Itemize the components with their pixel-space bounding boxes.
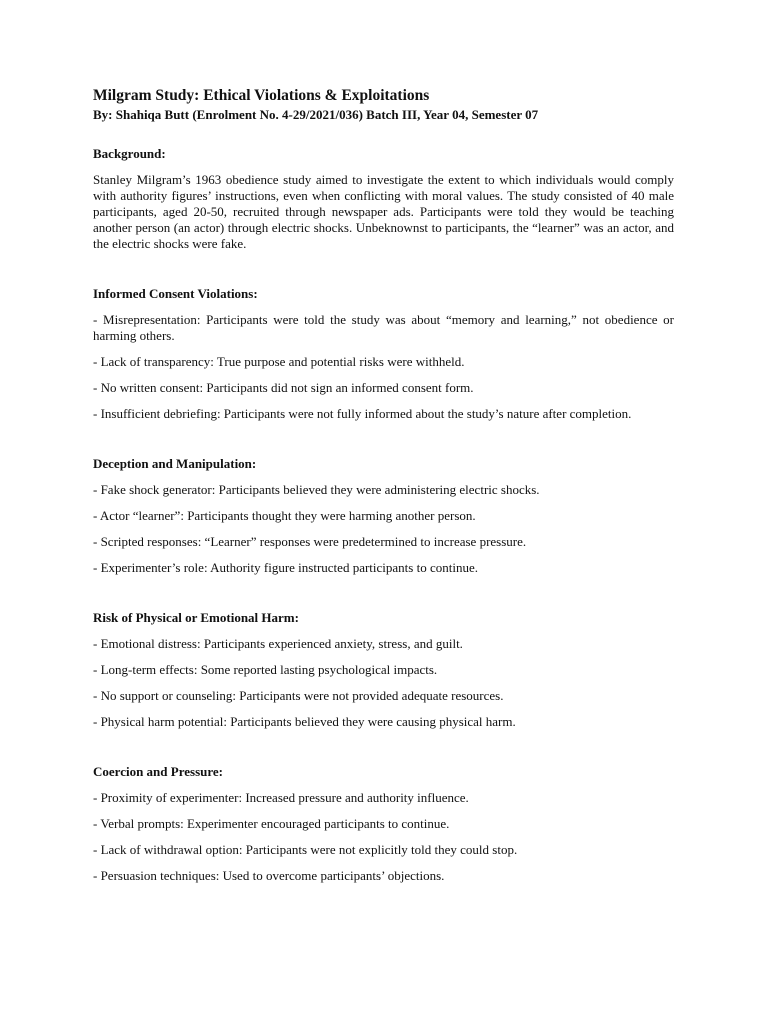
section-heading: Background:: [93, 146, 166, 161]
document-byline: By: Shahiqa Butt (Enrolment No. 4-29/2021/036) Batch III, Year 04, Semester 07: [93, 107, 539, 122]
list-item: - Long-term effects: Some reported lasting psychological impacts.: [93, 662, 438, 677]
list-item: - Verbal prompts: Experimenter encouraged participants to continue.: [93, 816, 450, 831]
section-heading: Informed Consent Violations:: [93, 286, 258, 301]
bullet-list: [93, 636, 674, 730]
section-heading: Coercion and Pressure:: [93, 764, 223, 779]
bullet-list: [93, 790, 674, 884]
document-page: [93, 86, 674, 884]
section-heading: Deception and Manipulation:: [93, 456, 257, 471]
section-deception: [93, 456, 674, 576]
list-item: - Proximity of experimenter: Increased pressure and authority influence.: [93, 790, 469, 805]
section-background: [93, 146, 674, 252]
list-item: - Misrepresentation: Participants were told the study was about “memory and learning,” not obedience or harming others.: [93, 312, 674, 343]
section-heading: Risk of Physical or Emotional Harm:: [93, 610, 299, 625]
section-informed-consent: [93, 286, 674, 422]
list-item: - Emotional distress: Participants experienced anxiety, stress, and guilt.: [93, 636, 463, 651]
list-item: - Fake shock generator: Participants believed they were administering electric shocks.: [93, 482, 540, 497]
list-item: - Insufficient debriefing: Participants were not fully informed about the study’s nature after completion.: [93, 406, 632, 421]
list-item: - Actor “learner”: Participants thought they were harming another person.: [93, 508, 476, 523]
list-item: - Lack of withdrawal option: Participants were not explicitly told they could stop.: [93, 842, 518, 857]
section-harm-risk: [93, 610, 674, 730]
document-title: Milgram Study: Ethical Violations & Exploitations: [93, 87, 430, 104]
list-item: - Experimenter’s role: Authority figure instructed participants to continue.: [93, 560, 478, 575]
list-item: - Physical harm potential: Participants believed they were causing physical harm.: [93, 714, 516, 729]
list-item: - Lack of transparency: True purpose and potential risks were withheld.: [93, 354, 465, 369]
list-item: - Scripted responses: “Learner” responses were predetermined to increase pressure.: [93, 534, 527, 549]
bullet-list: [93, 482, 674, 576]
background-paragraph: Stanley Milgram’s 1963 obedience study aimed to investigate the extent to which individuals would comply with authority figures’ instructions, even when conflicting with moral values. The study consisted of 40 male participants, aged 20-50, recruited through newspaper ads. Participants were told they would be teaching another person (an actor) through electric shocks. Unbeknownst to participants, the “learner” was an actor, and the electric shocks were fake.: [93, 172, 674, 251]
list-item: - No support or counseling: Participants were not provided adequate resources.: [93, 688, 504, 703]
list-item: - Persuasion techniques: Used to overcome participants’ objections.: [93, 868, 445, 883]
bullet-list: [93, 312, 674, 422]
list-item: - No written consent: Participants did not sign an informed consent form.: [93, 380, 474, 395]
section-coercion: [93, 764, 674, 884]
